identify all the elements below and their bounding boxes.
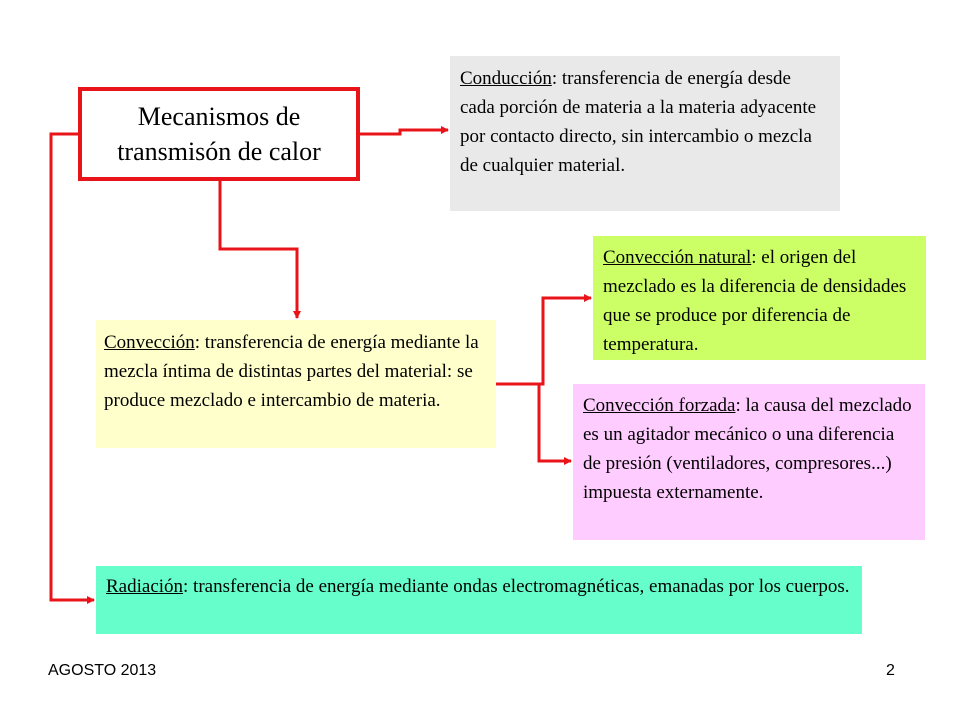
conveccion-natural-term: Convección natural: [603, 247, 752, 268]
title-line-1: Mecanismos de: [137, 102, 301, 131]
conduccion-term: Conducción: [460, 68, 552, 89]
conveccion-box: [96, 320, 496, 448]
conveccion-text: : transferencia de energía mediante la mezcla íntima de distintas partes del material: se produce mezclado e intercambio de materia.: [104, 332, 479, 411]
title-line-2: transmisón de calor: [117, 137, 321, 166]
conveccion-natural-box: [593, 236, 926, 360]
radiacion-term: Radiación: [106, 576, 184, 597]
radiacion-text: : transferencia de energía mediante ondas electromagnéticas, emanadas por los cuerpos.: [183, 576, 850, 597]
conveccion-forzada-box: [573, 384, 925, 540]
arrow-to-conveccion-forzada: [496, 384, 571, 461]
title-box: [78, 87, 360, 181]
conveccion-forzada-term: Convección forzada: [583, 395, 736, 416]
page-number: 2: [886, 662, 895, 679]
conveccion-forzada-text: : la causa del mezclado es un agitador mecánico o una diferencia de presión (ventiladores, compresores...) impuesta externamente.: [583, 395, 912, 503]
conduccion-text: : transferencia de energía desde cada porción de materia a la materia adyacente por contacto directo, sin intercambio o mezcla de cualquier material.: [460, 68, 817, 176]
conveccion-term: Convección: [104, 332, 195, 353]
footer-date: AGOSTO 2013: [48, 662, 157, 679]
arrow-to-conveccion: [220, 181, 297, 318]
radiacion-box: [96, 566, 862, 634]
conduccion-box: [450, 56, 840, 211]
arrow-to-radiacion: [51, 134, 94, 600]
arrow-to-conveccion-natural: [496, 298, 591, 384]
arrow-to-conduccion: [360, 130, 448, 134]
conveccion-natural-text: : el origen del mezclado es la diferencia de densidades que se produce por diferencia de temperatura.: [603, 247, 907, 355]
